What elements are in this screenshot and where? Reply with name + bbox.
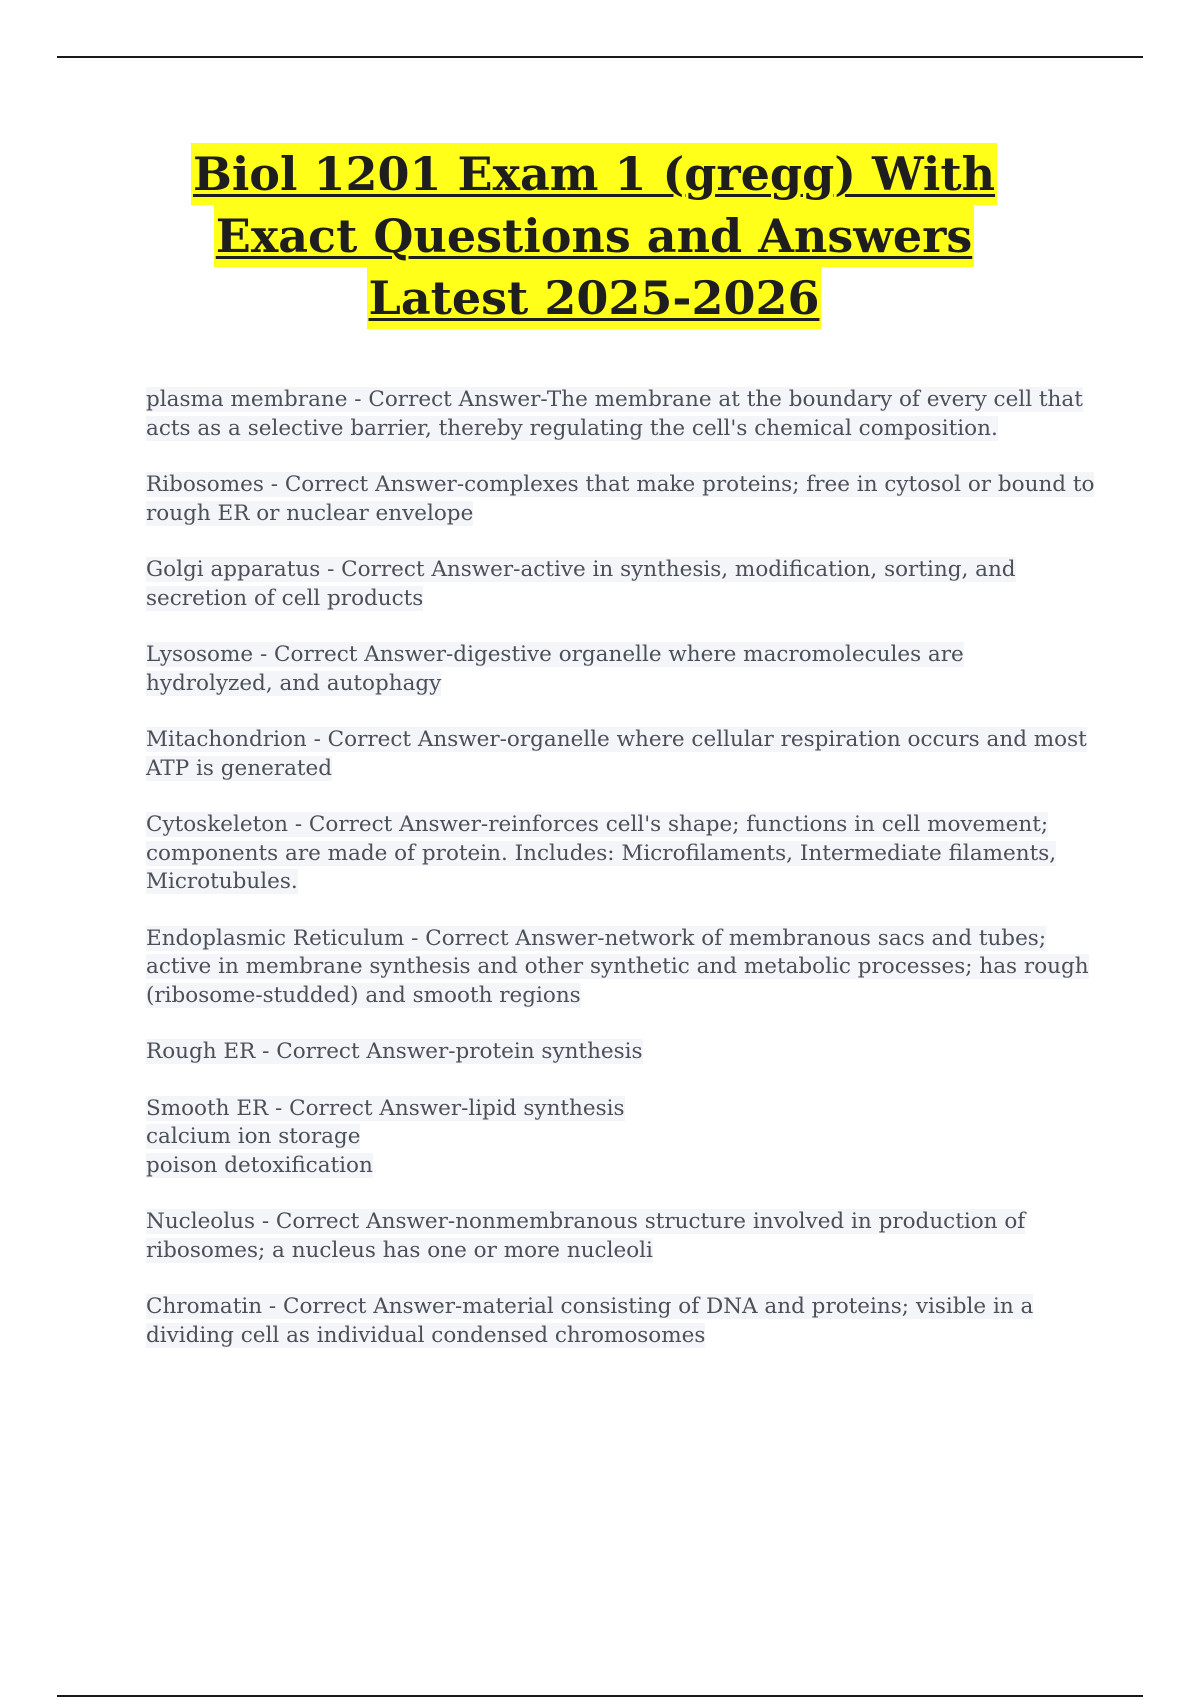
qa-entry-text: Nucleolus - Correct Answer-nonmembranous structure involved in production of ribosomes; a nucleus has one or more nucleoli xyxy=(146,1209,1026,1263)
qa-entry-text: Ribosomes - Correct Answer-complexes that make proteins; free in cytosol or bound to rough ER or nuclear envelope xyxy=(146,472,1095,526)
qa-entry xyxy=(146,1208,1096,1265)
qa-entry xyxy=(146,641,1096,698)
qa-entry-text: Endoplasmic Reticulum - Correct Answer-network of membranous sacs and tubes; active in membrane synthesis and other synthetic and metabolic processes; has rough (ribosome-studded) and smooth regions xyxy=(146,925,1089,1008)
qa-entry xyxy=(146,471,1096,528)
qa-entry-text: Golgi apparatus - Correct Answer-active in synthesis, modification, sorting, and secretion of cell products xyxy=(146,557,1016,611)
title-line-3: Latest 2025-2026 xyxy=(367,267,822,329)
qa-entry xyxy=(146,1095,1096,1181)
title-line-2: Exact Questions and Answers xyxy=(214,205,974,267)
title-line-1: Biol 1201 Exam 1 (gregg) With xyxy=(191,143,997,205)
qa-entry-text: Mitachondrion - Correct Answer-organelle where cellular respiration occurs and most ATP is generated xyxy=(146,727,1087,781)
qa-entry-text: Cytoskeleton - Correct Answer-reinforces cell's shape; functions in cell movement; components are made of protein. Includes: Microfilaments, Intermediate filaments, Microtubules. xyxy=(146,812,1057,894)
qa-list xyxy=(146,386,1096,1378)
qa-entry-text: Smooth ER - Correct Answer-lipid synthesis calcium ion storage poison detoxification xyxy=(146,1095,625,1178)
qa-entry-text: plasma membrane - Correct Answer-The membrane at the boundary of every cell that acts as a selective barrier, thereby regulating the cell's chemical composition. xyxy=(146,387,1083,441)
qa-entry xyxy=(146,556,1096,613)
qa-entry-text: Rough ER - Correct Answer-protein synthesis xyxy=(146,1039,643,1064)
qa-entry-text: Lysosome - Correct Answer-digestive organelle where macromolecules are hydrolyzed, and autophagy xyxy=(146,642,964,696)
qa-entry xyxy=(146,811,1096,897)
top-rule xyxy=(57,56,1143,58)
qa-entry xyxy=(146,386,1096,443)
qa-entry xyxy=(146,1038,1096,1067)
qa-entry-text: Chromatin - Correct Answer-material consisting of DNA and proteins; visible in a dividing cell as individual condensed chromosomes xyxy=(146,1294,1034,1348)
qa-entry xyxy=(146,726,1096,783)
bottom-rule xyxy=(57,1695,1143,1697)
qa-entry xyxy=(146,925,1096,1011)
document-title xyxy=(0,143,1188,329)
qa-entry xyxy=(146,1293,1096,1350)
